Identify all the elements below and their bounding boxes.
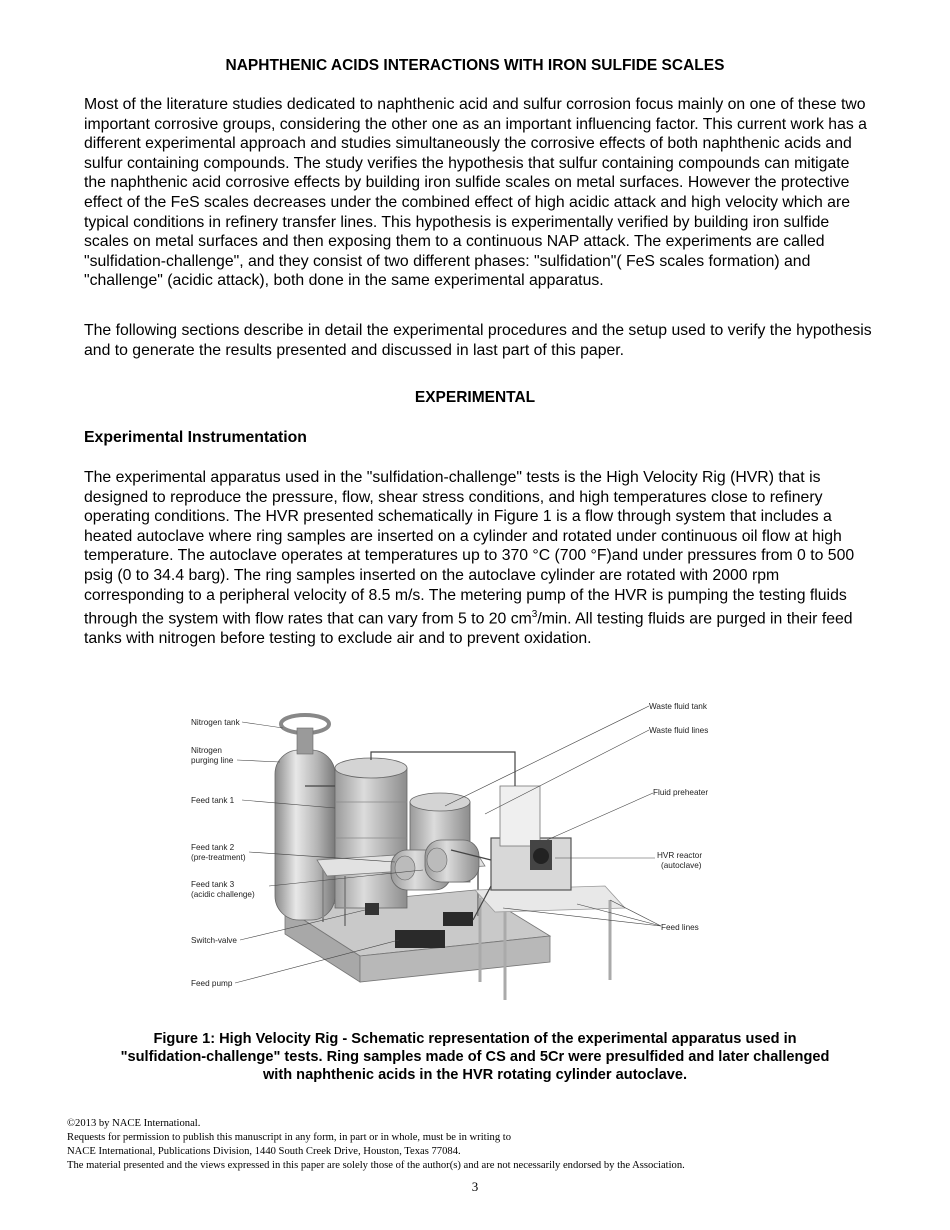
label-hvr-reactor: HVR reactor [657, 851, 703, 860]
copyright-footer [67, 1117, 887, 1173]
subsection-heading: Experimental Instrumentation [84, 429, 307, 446]
section-heading: EXPERIMENTAL [414, 389, 536, 406]
label-hvr-reactor: (autoclave) [661, 861, 702, 870]
label-feed-tank-3: Feed tank 3 [191, 880, 235, 889]
label-nitrogen-tank: Nitrogen tank [191, 718, 240, 727]
instrumentation-paragraph [84, 468, 874, 649]
figure-caption: Figure 1: High Velocity Rig - Schematic representation of the experimental apparatus used in "sulfidation-challenge" tests. Ring samples made of CS and 5Cr were presulfided and later challenged with naphthenic acids in the HVR rotating cylinder autoclave. [120, 1031, 830, 1084]
label-feed-tank-1: Feed tank 1 [191, 796, 235, 805]
paper-title: NAPHTHENIC ACIDS INTERACTIONS WITH IRON SULFIDE SCALES [225, 57, 725, 74]
superscript: 3 [531, 609, 538, 621]
footer-line: NACE International, Publications Division, 1440 South Creek Drive, Houston, Texas 77084. [67, 1146, 461, 1157]
hvr-schematic-illustration [185, 690, 745, 1020]
intro-paragraph: Most of the literature studies dedicated to naphthenic acid and sulfur corrosion focus mainly on one of these two important corrosive groups, considering the other one as an important influencing factor. This current work has a different experimental approach and studies simultaneously the corrosive effects of both naphthenic acids and sulfur containing compounds. The study verifies the hypothesis that sulfur containing compounds can mitigate the naphthenic acid corrosive effects by building iron sulfide scales on metal surfaces. However the protective effect of the FeS scales decreases under the combined effect of high acidic attack and high velocity which are typical conditions in refinery transfer lines. This hypothesis is experimentally verified by building iron sulfide scales on metal surfaces and then exposing them to a continuous NAP attack. The experiments are called "sulfidation-challenge", and they consist of two different phases: "sulfidation"( FeS scales formation) and "challenge" (acidic attack), both done in the same experimental apparatus. [84, 96, 867, 290]
footer-line: ©2013 by NACE International. [67, 1118, 201, 1129]
footer-line: Requests for permission to publish this manuscript in any form, in part or in whole, must be in writing to [67, 1132, 512, 1143]
label-feed-pump: Feed pump [191, 979, 233, 988]
label-feed-tank-3: (acidic challenge) [191, 890, 255, 899]
paragraph-text: The experimental apparatus used in the "sulfidation-challenge" tests is the High Velocity Rig (HVR) that is designed to reproduce the pressure, flow, shear stress conditions, and high temperatures close to refinery operating conditions. The HVR presented schematically in Figure 1 is a flow through system that includes a heated autoclave where ring samples are inserted on a cylinder and rotated under continuous oil flow at high temperature. The autoclave operates at temperatures up to 370 °C (700 °F)and under pressures from 0 to 500 psig (0 to 34.4 barg). The ring samples inserted on the autoclave cylinder are rotated with 2000 rpm corresponding to a peripheral velocity of 8.5 m/s. The metering pump of the HVR is pumping the testing fluids through the system with flow rates that can vary from 5 to 20 cm [84, 469, 855, 628]
outline-paragraph: The following sections describe in detail the experimental procedures and the setup used to verify the hypothesis and to generate the results presented and discussed in last part of this paper. [84, 322, 872, 359]
paragraph-text: /min. All testing fluids are purged in their feed tanks with nitrogen before testing to exclude air and to prevent oxidation. [84, 610, 853, 648]
page-number: 3 [471, 1179, 479, 1194]
label-waste-fluid-tank: Waste fluid tank [649, 702, 707, 711]
label-waste-fluid-lines: Waste fluid lines [649, 726, 709, 735]
footer-line: The material presented and the views expressed in this paper are solely those of the author(s) and are not necessarily endorsed by the Association. [67, 1160, 685, 1171]
label-feed-tank-2: (pre-treatment) [191, 853, 246, 862]
label-feed-tank-2: Feed tank 2 [191, 843, 235, 852]
label-fluid-preheater: Fluid preheater [653, 788, 709, 797]
label-nitrogen-purging: Nitrogen [191, 746, 222, 755]
figure-1 [185, 690, 745, 1020]
label-switch-valve: Switch-valve [191, 936, 237, 945]
label-nitrogen-purging: purging line [191, 756, 234, 765]
nitrogen-tank [275, 715, 335, 920]
label-feed-lines: Feed lines [661, 923, 699, 932]
